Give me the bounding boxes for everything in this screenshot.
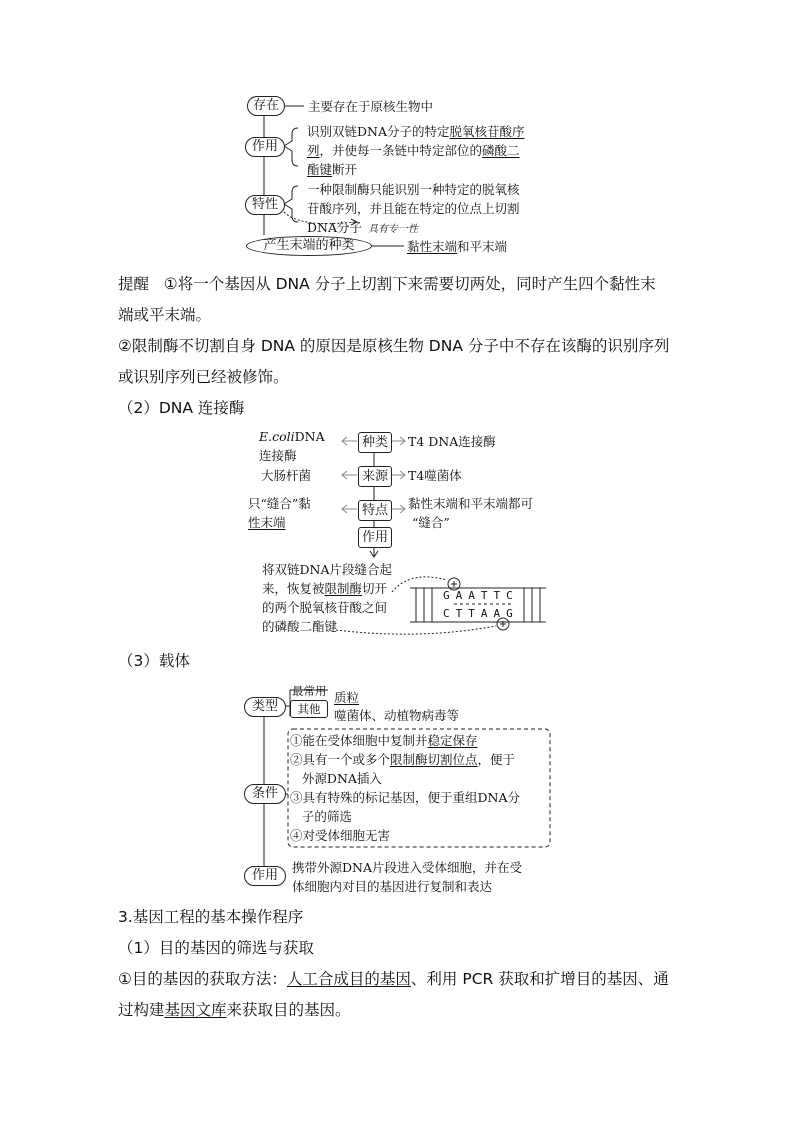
function-text: 识别双链DNA分子的特定脱氧核苷酸序 列，并使每一条链中特定部位的磷酸二 酯键断开 (307, 124, 525, 177)
reminder-line3: ②限制酶不切割自身 DNA 的原因是原核生物 DNA 分子中不存在该酶的识别序列 (118, 337, 670, 355)
function-label: 作用 (245, 137, 285, 157)
vector-common-text: 质粒 (334, 690, 360, 705)
dna-bottom-strand: CTTAAG (443, 607, 519, 620)
t4-ligase-text: T4 DNA连接酶 (408, 434, 496, 449)
subsection-target-gene: （1）目的基因的筛选与获取 (118, 939, 314, 957)
t4-source-text: T4噬菌体 (408, 468, 462, 483)
vector-other-text: 噬菌体、动植物病毒等 (334, 708, 460, 723)
ends-text: 黏性末端和平末端 (407, 239, 508, 254)
vector-function-text: 携带外源DNA片段进入受体细胞，并在受 体细胞内对目的基因进行复制和表达 (292, 860, 522, 894)
vector-conditions: ①能在受体细胞中复制并稳定保存 ②具有一个或多个限制酶切割位点，便于 外源DNA插入 ③具有特殊的标记基因，便于重组DNA分 子的筛选 ④对受体细胞无害 (290, 733, 520, 843)
ligase-function-label: 作用 (358, 527, 392, 548)
vector-type-label: 类型 (244, 697, 286, 717)
ecoli-source-text: 大肠杆菌 (261, 468, 312, 483)
target-gene-line1: ①目的基因的获取方法：人工合成目的基因、利用 PCR 获取和扩增目的基因、通 (118, 970, 669, 988)
vector-function-label: 作用 (244, 866, 286, 886)
reminder-line4: 或识别序列已经被修饰。 (118, 368, 289, 386)
dna-top-strand: GAATTC (443, 589, 519, 602)
t4-feature-text: 黏性末端和平末端都可 “缝合” (408, 496, 534, 530)
vector-common-label: 最常用 (292, 684, 327, 698)
vector-other-label: 其他 (290, 700, 328, 718)
ecoli-feature-text: 只“缝合”黏 性末端 (248, 496, 311, 530)
feature-label: 特性 (245, 195, 285, 215)
reminder-label: 提醒 (118, 275, 150, 293)
section-procedure-title: 3.基因工程的基本操作程序 (118, 908, 304, 926)
ligase-source-label: 来源 (358, 466, 392, 487)
ligase-kind-label: 种类 (358, 432, 392, 453)
existence-label: 存在 (247, 96, 285, 116)
ecoli-ligase-text: E.coliDNA 连接酶 (259, 429, 325, 463)
reminder-line1: 提醒 ①将一个基因从 DNA 分子上切割下来需要切两处，同时产生四个黏性末 (118, 275, 656, 293)
vector-condition-label: 条件 (244, 784, 286, 804)
ligase-function-text: 将双链DNA片段缝合起 来，恢复被限制酶切开 的两个脱氧核苷酸之间 的磷酸二酯键 (262, 562, 392, 634)
specificity-note: 具有专一性 (368, 224, 418, 235)
section-ligase-title: （2）DNA 连接酶 (118, 399, 245, 417)
target-gene-line2: 过构建基因文库来获取目的基因。 (118, 1001, 351, 1019)
section-vector-title: （3）载体 (118, 652, 190, 670)
ligase-feature-label: 特点 (358, 500, 392, 521)
reminder-line2: 端或平末端。 (118, 306, 212, 324)
existence-text: 主要存在于原核生物中 (308, 99, 434, 114)
ends-label: 产生末端的种类 (246, 236, 372, 256)
feature-text: 一种限制酶只能识别一种特定的脱氧核 苷酸序列，并且能在特定的位点上切割 DNA分子 (307, 182, 520, 235)
